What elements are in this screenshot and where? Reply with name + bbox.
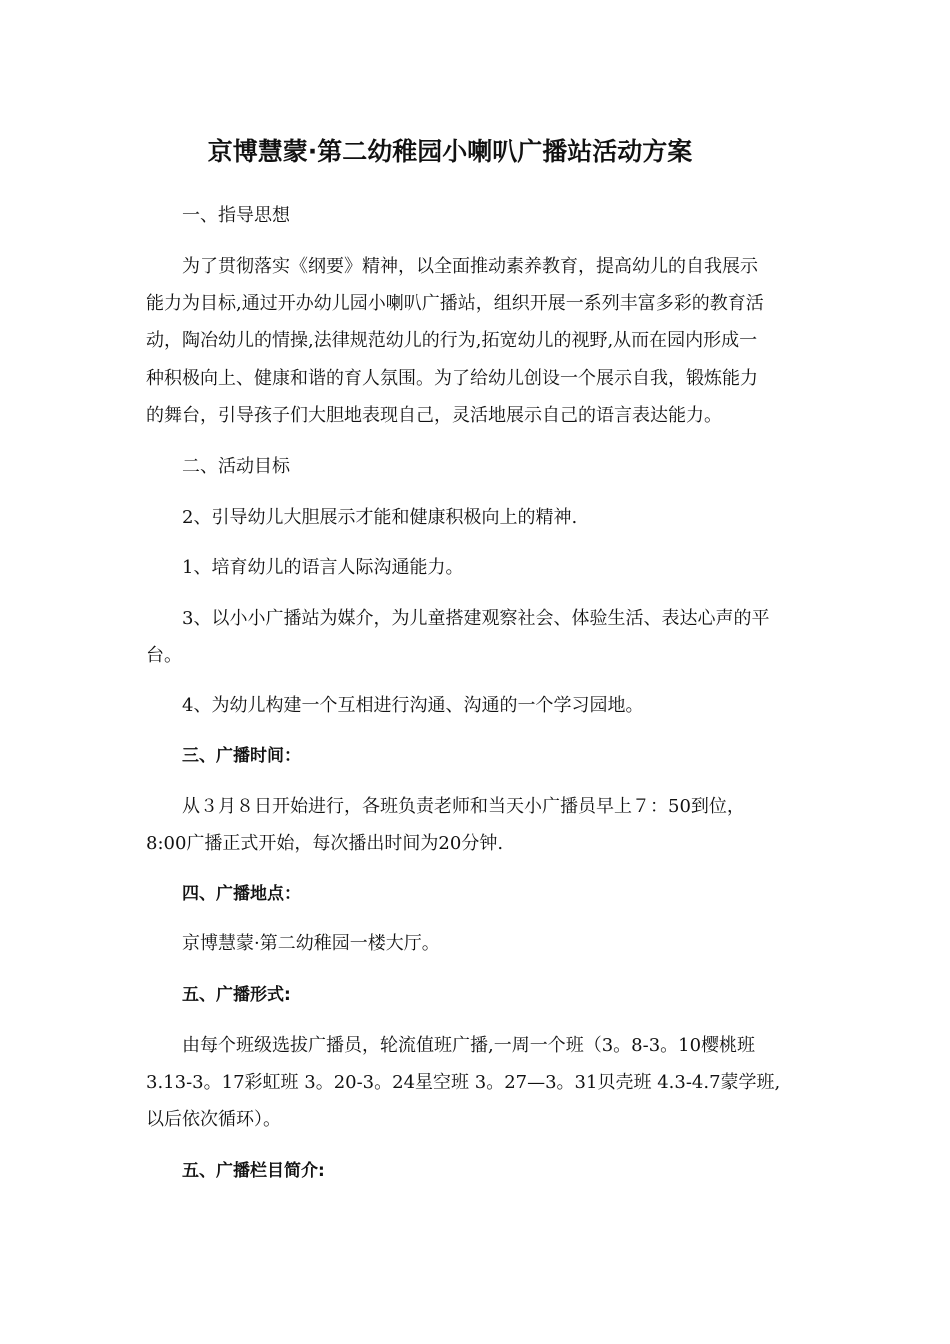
paragraph-line: 为了贯彻落实《纲要》精神，以全面推动素养教育，提高幼儿的自我展示: [182, 256, 758, 277]
paragraph-line: 能力为目标,通过开办幼儿园小喇叭广播站，组织开展一系列丰富多彩的教育活: [146, 293, 764, 314]
paragraph-line: 京博慧蒙·第二幼稚园一楼大厅。: [182, 933, 440, 954]
goal-item: 1、培育幼儿的语言人际沟通能力。: [182, 557, 464, 578]
section-heading-program-intro: 五、广播栏目简介:: [182, 1161, 325, 1181]
goal-item: 2、引导幼儿大胆展示才能和健康积极向上的精神.: [182, 507, 578, 528]
paragraph-line: 从３月８日开始进行，各班负责老师和当天小广播员早上７：50到位，: [182, 796, 745, 817]
paragraph-line: 由每个班级选拔广播员，轮流值班广播,一周一个班（3。8-3。10樱桃班: [182, 1035, 756, 1056]
section-heading-activity-goals: 二、活动目标: [182, 456, 290, 477]
section-heading-broadcast-time: 三、广播时间：: [182, 746, 301, 766]
goal-item-continuation: 台。: [146, 645, 182, 666]
goal-item: 4、为幼儿构建一个互相进行沟通、沟通的一个学习园地。: [182, 695, 644, 716]
paragraph-line: 种积极向上、健康和谐的育人氛围。为了给幼儿创设一个展示自我，锻炼能力: [146, 368, 758, 389]
paragraph-line: 8:00广播正式开始，每次播出时间为20分钟.: [146, 833, 504, 854]
paragraph-line: 以后依次循环）。: [146, 1109, 281, 1130]
paragraph-line: 3.13-3。17彩虹班 3。20-3。24星空班 3。27—3。31贝壳班 4.3-4.7蒙学班,: [146, 1072, 781, 1093]
section-heading-guiding-thought: 一、指导思想: [182, 205, 290, 226]
page-title: 京博慧蒙·第二幼稚园小喇叭广播站活动方案: [207, 137, 693, 166]
paragraph-line: 的舞台，引导孩子们大胆地表现自己，灵活地展示自己的语言表达能力。: [146, 405, 722, 426]
section-heading-broadcast-location: 四、广播地点：: [182, 884, 301, 904]
paragraph-line: 动，陶冶幼儿的情操,法律规范幼儿的行为,拓宽幼儿的视野,从而在园内形成一: [146, 330, 758, 351]
section-heading-broadcast-format: 五、广播形式:: [182, 985, 291, 1005]
goal-item: 3、以小小广播站为媒介，为儿童搭建观察社会、体验生活、表达心声的平: [182, 608, 770, 629]
